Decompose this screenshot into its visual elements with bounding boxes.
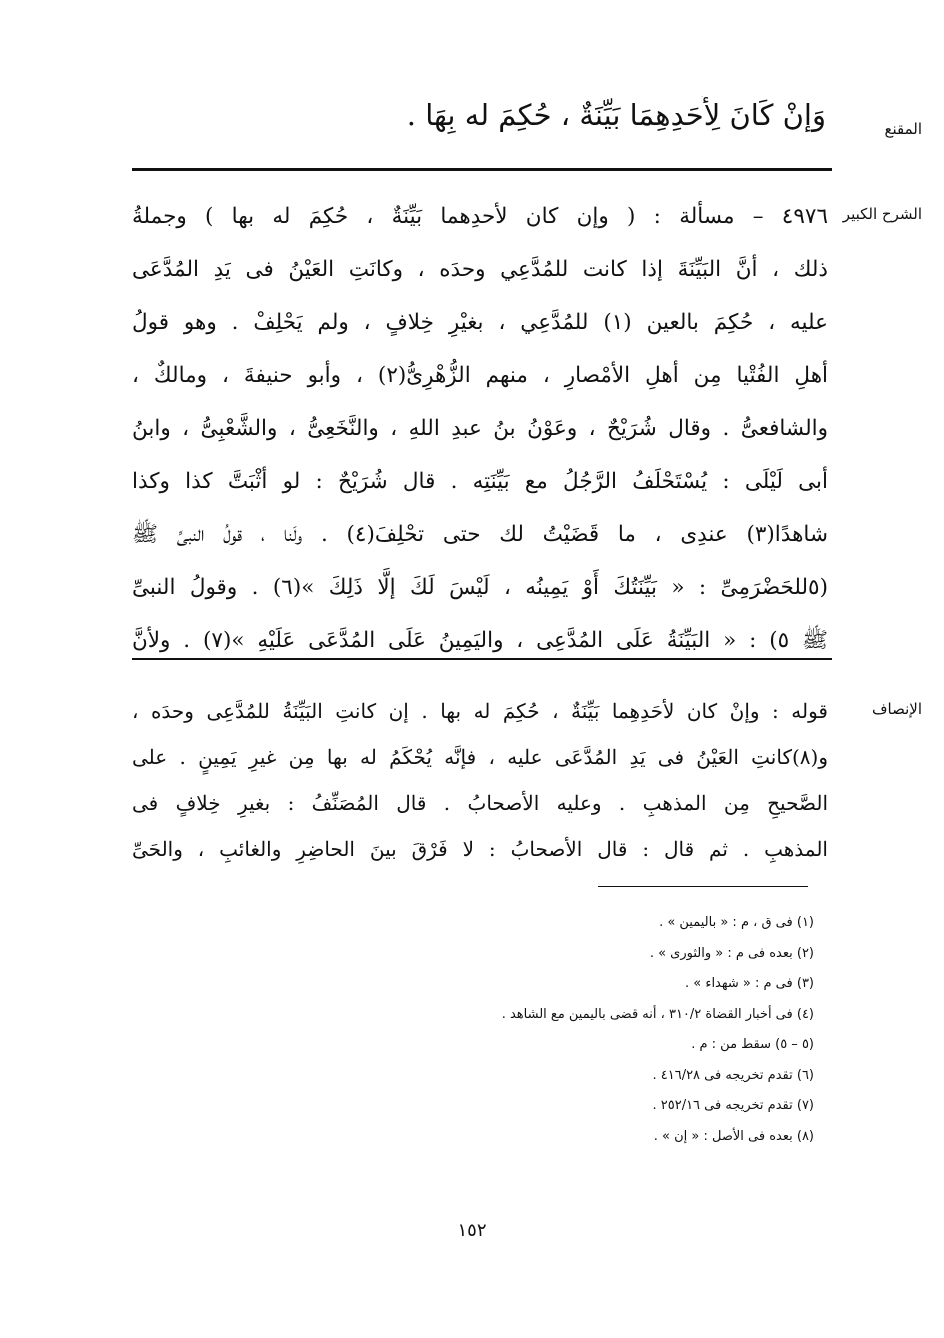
footnotes xyxy=(254,908,814,1152)
section-divider xyxy=(132,658,832,660)
insaf-line: و(٨)كانتِ العَيْنُ فى يَدِ المُدَّعَى عليه ، فإنَّه يُحْكَمُ له بها مِن غيرِ يَمِينٍ . على xyxy=(132,745,828,769)
sharh-line: ٤٩٧٦ – مسألة : ( وإن كان لأحدِهما بَيِّنَةٌ ، حُكِمَ له بها ) وجملةُ xyxy=(132,204,828,229)
sharh-line: ذلك ، أنَّ البَيِّنَةَ إذا كانت للمُدَّعِي وحدَه ، وكانَتِ العَيْنُ فى يَدِ المُدَّعَى xyxy=(132,257,828,282)
insaf-text xyxy=(132,688,828,872)
sharh-line: والشافعىُّ . وقال شُرَيْحٌ ، وعَوْنُ بنُ عبدِ اللهِ ، والنَّخَعِىُّ ، والشَّعْبِىُّ ، وابنُ xyxy=(132,416,828,441)
muqni-text xyxy=(360,96,826,134)
label-muqni: المقنع xyxy=(884,120,922,138)
footnote: (٥ – ٥) سقط من : م . xyxy=(691,1037,814,1052)
sharh-line: (٥للحَضْرَمِىِّ : « بَيِّنَتُكَ أَوْ يَمِينُه ، لَيْسَ لَكَ إلَّا ذَلِكَ »(٦) . وقولُ النبىِّ xyxy=(132,575,828,600)
footnote: (٨) بعده فى الأصل : « إن » . xyxy=(653,1128,814,1144)
footnote: (٢) بعده فى م : « والثورى » . xyxy=(649,945,814,961)
label-sharh: الشرح الكبير xyxy=(842,205,922,223)
section-divider-thick xyxy=(132,168,832,171)
insaf-line: المذهبِ . ثم قال : قال الأصحابُ : لا فَرْقَ بينَ الحاضِرِ والغائبِ ، والحَىِّ xyxy=(132,837,828,861)
sharh-line: عليه ، حُكِمَ بالعين (١) للمُدَّعِي ، بغيْرِ خِلافٍ ، ولم يَحْلِفْ . وهو قولُ xyxy=(132,310,828,335)
sharh-line: ﷺ ٥) : « البَيِّنَةُ عَلَى المُدَّعِى ، واليَمِينُ عَلَى المُدَّعَى عَلَيْهِ »(٧) . ولأنَّ xyxy=(132,628,828,653)
footnote-separator xyxy=(598,886,808,887)
insaf-line: الصَّحيحِ مِن المذهبِ . وعليه الأصحابُ . قال المُصَنِّفُ : بغيرِ خِلافٍ فى xyxy=(132,791,828,815)
insaf-line: قوله : وإنْ كان لأحَدِهِما بَيِّنَةٌ ، حُكِمَ له بها . إن كانتِ البَيِّنَةُ للمُدَّعِى وحدَه ، xyxy=(132,699,828,723)
footnote: (٦) تقدم تخريجه فى ٤١٦/٢٨ . xyxy=(652,1067,814,1083)
sharh-line: أبى لَيْلَى : يُسْتَحْلَفُ الرَّجُلُ مع بَيِّنَتِه . قال شُرَيْحٌ : لو أثْبَتَّ كذا وكذا xyxy=(132,469,828,494)
label-insaf: الإنصاف xyxy=(871,700,922,718)
page-number: ١٥٢ xyxy=(457,1220,487,1241)
sharh-line: أهلِ الفُتْيا مِن أهلِ الأمْصارِ ، منهم الزُّهْرِىُّ(٢) ، وأبو حنيفةَ ، ومالكٌ ، xyxy=(132,363,828,388)
footnote: (١) فى ق ، م : « باليمين » . xyxy=(659,915,814,930)
sharh-text xyxy=(132,190,828,667)
footnote: (٣) فى م : « شهداء » . xyxy=(684,976,814,991)
muqni-line: وَإنْ كَانَ لِأَحَدِهِمَا بَيِّنَةٌ ، حُكِمَ له بِهَا . xyxy=(406,98,826,132)
sharh-line: شاهدًا(٣) عندِى ، ما قَضَيْتُ لك حتى تحْلِفَ(٤) . ولَنا ، قولُ النبىِّ ﷺ xyxy=(132,522,828,547)
footnote: (٤) فى أخبار القضاة ٣١٠/٢ ، أنه قضى باليمين مع الشاهد . xyxy=(501,1006,814,1022)
footnote: (٧) تقدم تخريجه فى ٢٥٢/١٦ . xyxy=(652,1098,814,1113)
